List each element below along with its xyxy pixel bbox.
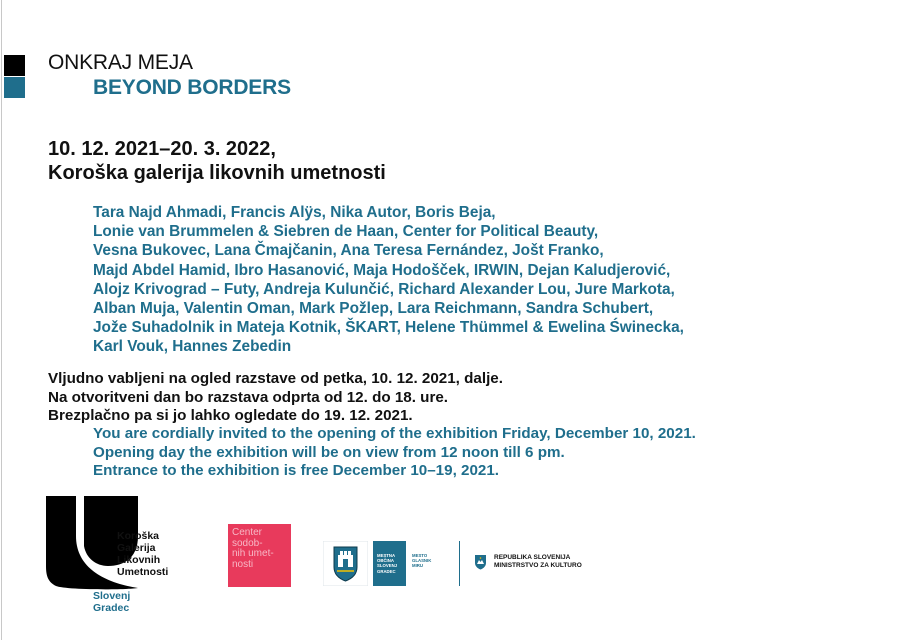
- artist-line: Alojz Krivograd – Futy, Andreja Kulunčić, Richard Alexander Lou, Jure Markota,: [93, 280, 675, 298]
- mestna-obcina-logo: MESTNA OBČINA SLOVENJ GRADEC: [373, 541, 406, 586]
- exhibition-venue: Koroška galerija likovnih umetnosti: [48, 162, 386, 184]
- title-slovene: ONKRAJ MEJA: [48, 51, 193, 74]
- city-crest-icon: [323, 541, 368, 586]
- artist-line: Jože Suhadolnik in Mateja Kotnik, ŠKART, Helene Thümmel & Ewelina Świnecka,: [93, 319, 684, 337]
- csu-logo: Center sodob- nih umet- nosti: [228, 524, 291, 587]
- artist-line: Alban Muja, Valentin Oman, Mark Požlep, Lara Reichmann, Sandra Schubert,: [93, 300, 654, 318]
- kgla-logo-city: Slovenj Gradec: [93, 590, 131, 614]
- artist-line: Karl Vouk, Hannes Zebedin: [93, 338, 292, 356]
- mesto-glasnik-miru-logo: MESTO GLASNIK MIRU: [412, 553, 432, 569]
- invitation-line: Na otvoritveni dan bo razstava odprta od 12. do 18. ure.: [48, 388, 449, 406]
- title-english: BEYOND BORDERS: [93, 76, 291, 99]
- page-edge-line: [1, 0, 2, 640]
- artist-line: Lonie van Brummelen & Siebren de Haan, Center for Political Beauty,: [93, 223, 599, 241]
- blue-square-mark: [4, 77, 25, 98]
- invitation-line: Opening day the exhibition will be on view from 12 noon till 6 pm.: [93, 443, 565, 461]
- invitation-line: Brezplačno pa si jo lahko ogledate do 19. 12. 2021.: [48, 407, 413, 424]
- invitation-english: [93, 425, 696, 481]
- invitation-line: Entrance to the exhibition is free December 10–19, 2021.: [93, 462, 500, 479]
- artist-list: [93, 203, 684, 357]
- exhibition-dates: 10. 12. 2021–20. 3. 2022,: [48, 138, 276, 160]
- kgla-logo-text: Koroška Galerija Likovnih Umetnosti: [117, 530, 169, 578]
- invitation-slovene: [48, 370, 503, 426]
- invitation-line: You are cordially invited to the opening of the exhibition Friday, December 10, 2021.: [93, 425, 696, 442]
- black-square-mark: [4, 55, 25, 76]
- artist-line: Majd Abdel Hamid, Ibro Hasanović, Maja Hodošček, IRWIN, Dejan Kaludjerović,: [93, 261, 671, 279]
- invitation-line: Vljudno vabljeni na ogled razstave od petka, 10. 12. 2021, dalje.: [48, 370, 503, 387]
- logo-divider: [459, 541, 460, 586]
- artist-line: Vesna Bukovec, Lana Čmajčanin, Ana Teresa Fernández, Jošt Franko,: [93, 242, 604, 260]
- slovenia-emblem-icon: [474, 554, 487, 570]
- ministry-culture-logo: REPUBLIKA SLOVENIJA MINISTRSTVO ZA KULTURO: [494, 554, 582, 569]
- artist-line: Tara Najd Ahmadi, Francis Alÿs, Nika Autor, Boris Beja,: [93, 204, 496, 221]
